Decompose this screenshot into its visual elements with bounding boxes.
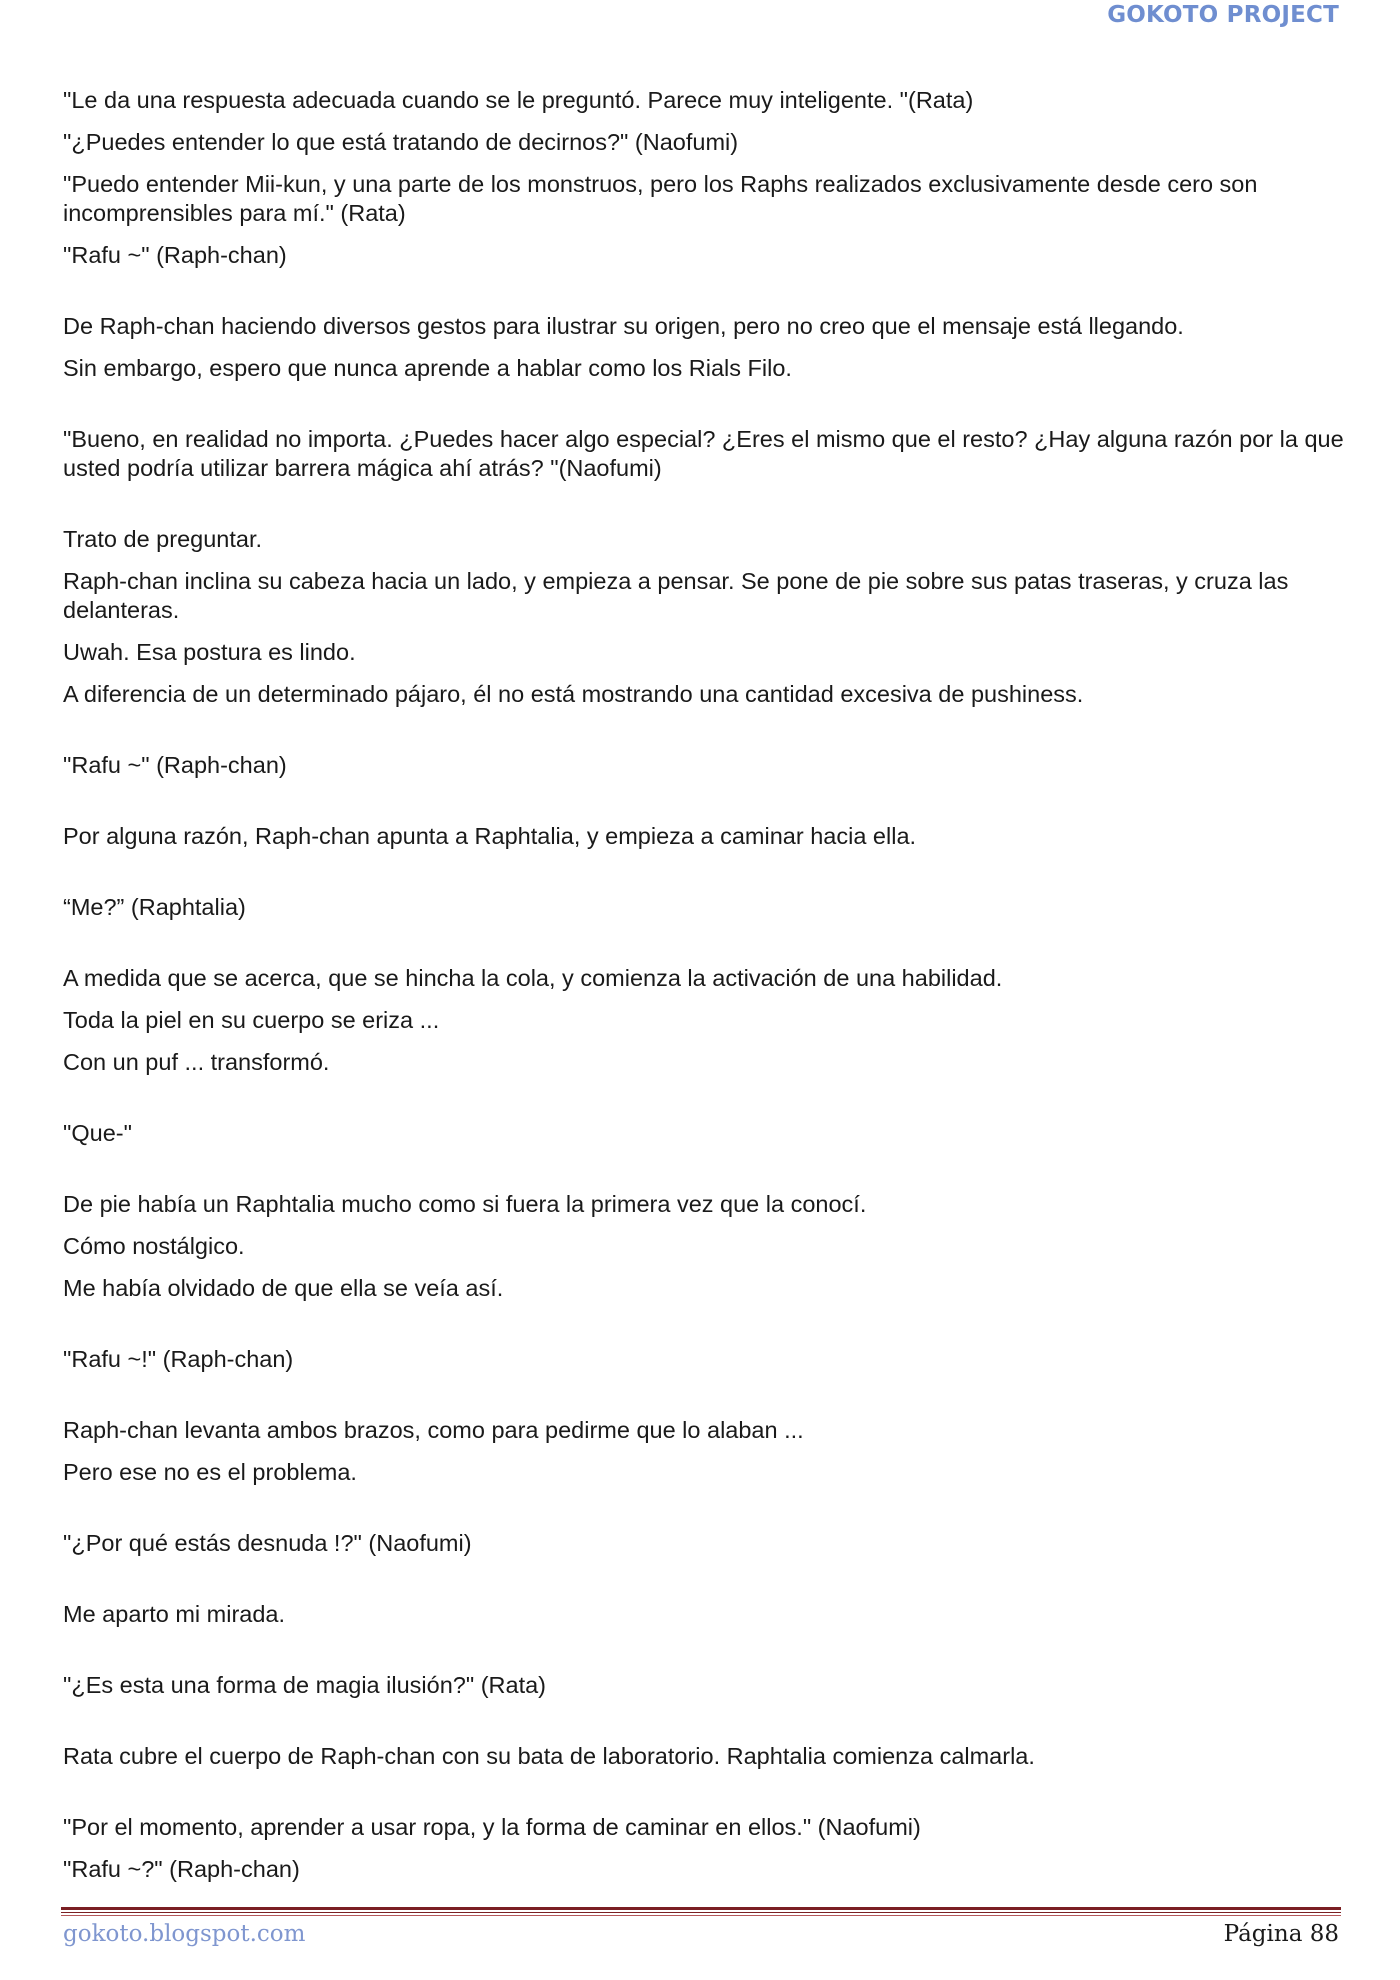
paragraph: "Rafu ~!" (Raph-chan) (63, 1346, 294, 1372)
paragraph: Uwah. Esa postura es lindo. (63, 639, 356, 665)
document-body (63, 86, 1353, 1884)
paragraph: "Le da una respuesta adecuada cuando se le preguntó. Parece muy inteligente. "(Rata) (63, 87, 974, 113)
paragraph: "Por el momento, aprender a usar ropa, y la forma de caminar en ellos." (Naofumi) (63, 1814, 921, 1840)
paragraph: Pero ese no es el problema. (63, 1459, 357, 1485)
paragraph: De Raph-chan haciendo diversos gestos para ilustrar su origen, pero no creo que el mensaje está llegando. (63, 313, 1184, 339)
footer-page-number: Página 88 (1223, 1921, 1339, 1947)
paragraph: "Rafu ~" (Raph-chan) (63, 242, 287, 268)
paragraph: Cómo nostálgico. (63, 1233, 245, 1259)
paragraph: Me aparto mi mirada. (63, 1601, 286, 1627)
paragraph: "Puedo entender Mii-kun, y una parte de los monstruos, pero los Raphs realizados exclusivamente desde cero son incomprensibles para mí." (Rata) (63, 171, 1258, 226)
paragraph: Rata cubre el cuerpo de Raph-chan con su bata de laboratorio. Raphtalia comienza calmarla. (63, 1743, 1035, 1769)
paragraph: De pie había un Raphtalia mucho como si fuera la primera vez que la conocí. (63, 1191, 867, 1217)
header-brand: GOKOTO PROJECT (1107, 2, 1339, 28)
paragraph: Me había olvidado de que ella se veía así. (63, 1275, 504, 1301)
paragraph: "¿Es esta una forma de magia ilusión?" (Rata) (63, 1672, 546, 1698)
paragraph: Toda la piel en su cuerpo se eriza ... (63, 1007, 440, 1033)
footer-divider-accent (61, 1915, 1341, 1916)
paragraph: "¿Puedes entender lo que está tratando de decirnos?" (Naofumi) (63, 129, 739, 155)
footer-site-link[interactable]: gokoto.blogspot.com (63, 1921, 306, 1947)
paragraph: A medida que se acerca, que se hincha la cola, y comienza la activación de una habilidad. (63, 965, 1003, 991)
paragraph: A diferencia de un determinado pájaro, él no está mostrando una cantidad excesiva de pushiness. (63, 681, 1084, 707)
paragraph: “Me?” (Raphtalia) (63, 894, 246, 920)
paragraph: Con un puf ... transformó. (63, 1049, 330, 1075)
paragraph: "Que-" (63, 1120, 132, 1146)
paragraph: Por alguna razón, Raph-chan apunta a Raphtalia, y empieza a caminar hacia ella. (63, 823, 917, 849)
paragraph: "Bueno, en realidad no importa. ¿Puedes hacer algo especial? ¿Eres el mismo que el resto? ¿Hay alguna razón por la que usted podría utilizar barrera mágica ahí atrás? "(Naofumi) (63, 426, 1344, 481)
paragraph: Trato de preguntar. (63, 526, 263, 552)
paragraph: "¿Por qué estás desnuda !?" (Naofumi) (63, 1530, 472, 1556)
paragraph: Sin embargo, espero que nunca aprende a hablar como los Rials Filo. (63, 355, 792, 381)
paragraph: "Rafu ~" (Raph-chan) (63, 752, 287, 778)
footer-divider-thin (61, 1912, 1341, 1913)
footer-divider (61, 1907, 1341, 1910)
paragraph: Raph-chan inclina su cabeza hacia un lado, y empieza a pensar. Se pone de pie sobre sus patas traseras, y cruza las delanteras. (63, 568, 1289, 623)
paragraph: "Rafu ~?" (Raph-chan) (63, 1856, 300, 1882)
paragraph: Raph-chan levanta ambos brazos, como para pedirme que lo alaban ... (63, 1417, 804, 1443)
